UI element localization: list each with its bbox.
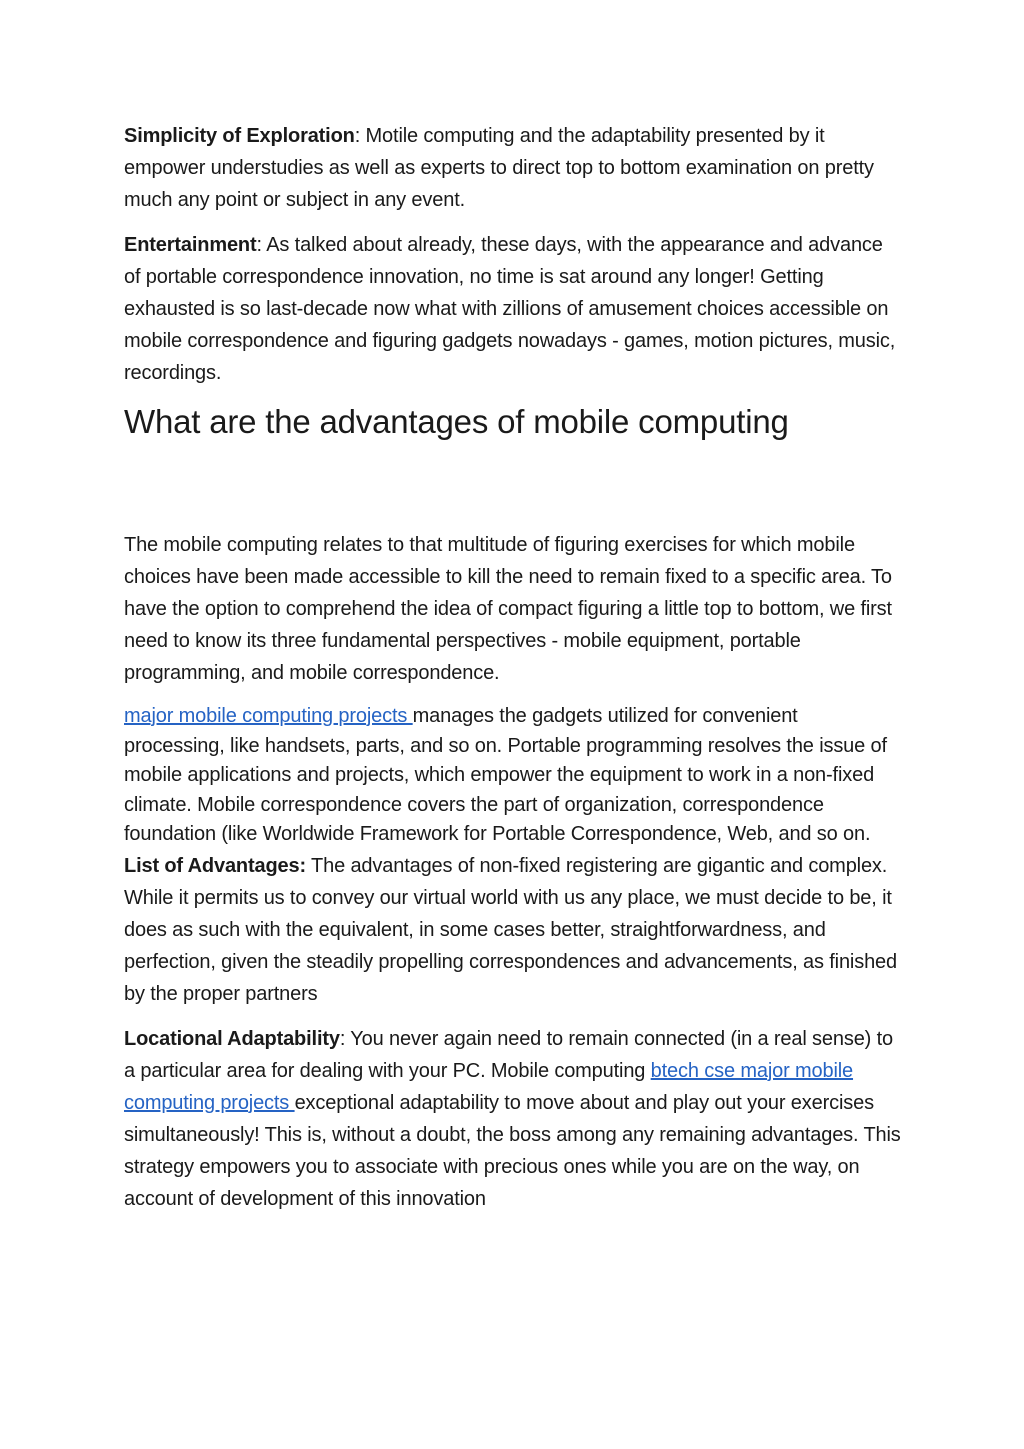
section-heading: What are the advantages of mobile computing — [124, 403, 789, 440]
major-mobile-computing-projects-link[interactable]: major mobile computing projects — [124, 705, 413, 727]
btech-cse-major-mobile-computing-projects-link[interactable]: btech cse major mobile computing projects — [124, 1059, 854, 1114]
paragraph-title: Simplicity of Exploration — [124, 125, 355, 147]
paragraph-list-of-advantages — [124, 850, 902, 1010]
paragraph-body-continued: exceptional adaptability to move about and play out your exercises simultaneously! This is, without a doubt, the boss among any remaining advantages. This strategy empowers you to associate with precious ones while you are on the way, on account of development of this innovation — [124, 1091, 901, 1210]
paragraph-title: Locational Adaptability — [124, 1027, 340, 1050]
paragraph-title: List of Advantages: — [124, 854, 306, 877]
paragraph-body: : You never again need to remain connected (in a real sense) to a particular area for dealing with your PC. Mobile computing — [124, 1027, 893, 1082]
document-content — [124, 120, 902, 1215]
paragraph-mobile-computing-intro: The mobile computing relates to that multitude of figuring exercises for which mobile choices have been made accessible to kill the need to remain fixed to a specific area. To have the option to comprehend the idea of compact figuring a little top to bottom, we first need to know its three fundamental perspectives - mobile equipment, portable programming, and mobile correspondence. — [124, 534, 892, 684]
paragraph-body: The advantages of non-fixed registering are gigantic and complex. While it permits us to convey our virtual world with us any place, we must decide to be, it does as such with the equivalent, in some cases better, straightforwardness, and perfection, given the steadily propelling correspondences and advancements, as finished by the proper partners — [124, 854, 897, 1005]
paragraph-title: Entertainment — [124, 234, 257, 256]
paragraph-entertainment — [124, 229, 902, 389]
paragraph-body: : Motile computing and the adaptability presented by it empower understudies as well as experts to direct top to bottom examination on pretty much any point or subject in any event. — [124, 125, 874, 211]
paragraph-locational-adaptability — [124, 1023, 902, 1215]
paragraph-major-projects — [124, 702, 902, 850]
paragraph-body: manages the gadgets utilized for convenient processing, like handsets, parts, and so on. Portable programming resolves the issue of mobile applications and projects, which empower the equipment to work in a non-fixed climate. Mobile correspondence covers the part of organization, correspondence foundation (like Worldwide Framework for Portable Correspondence, Web, and so on. — [124, 705, 887, 845]
paragraph-simplicity-of-exploration — [124, 120, 902, 216]
paragraph-body: : As talked about already, these days, with the appearance and advance of portable correspondence innovation, no time is sat around any longer! Getting exhausted is so last-decade now what with zillions of amusement choices accessible on mobile correspondence and figuring gadgets nowadays - games, motion pictures, music, recordings. — [124, 234, 896, 384]
